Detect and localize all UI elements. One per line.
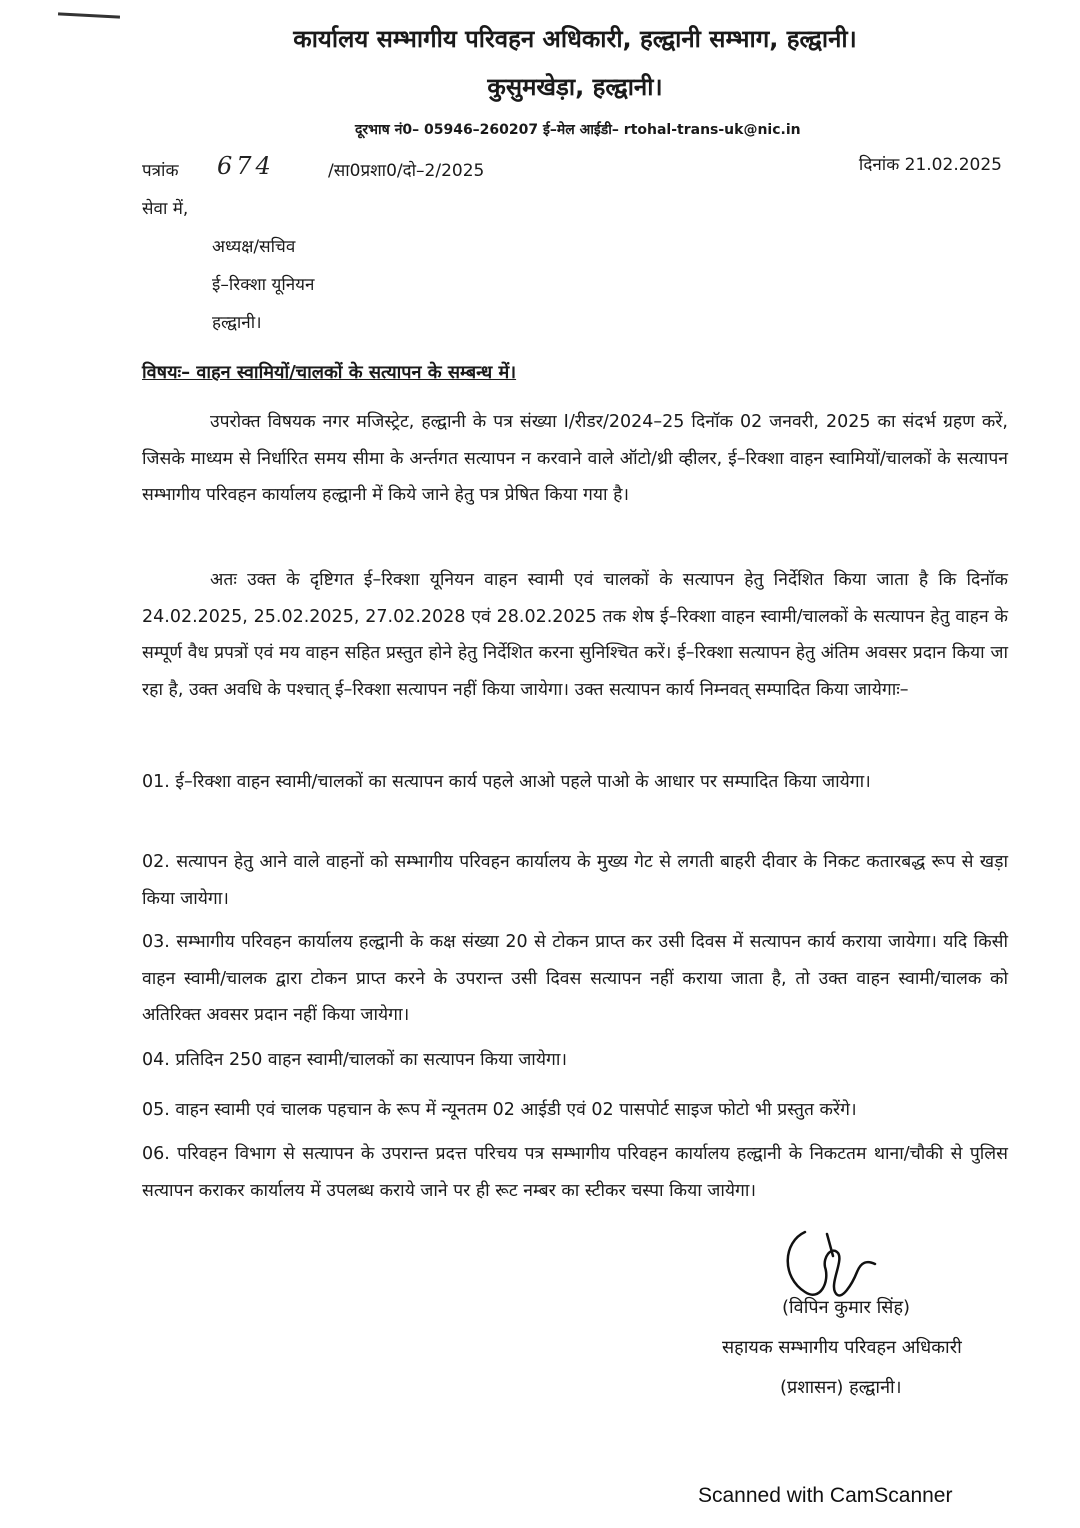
reference-number-handwritten: 674 [217,152,275,180]
letter-date: दिनांक 21.02.2025 [858,155,1002,175]
instruction-item: 04. प्रतिदिन 250 वाहन स्वामी/चालकों का सत्यापन किया जायेगा। [142,1050,568,1070]
camscanner-watermark: Scanned with CamScanner [698,1484,953,1507]
signatory-designation: सहायक सम्भागीय परिवहन अधिकारी [722,1337,962,1358]
subject-line: विषयः– वाहन स्वामियों/चालकों के सत्यापन के सम्बन्ध में। [142,362,517,383]
recipient-line: ई–रिक्शा यूनियन [212,275,315,295]
office-header: कार्यालय सम्भागीय परिवहन अधिकारी, हल्द्वानी सम्भाग, हल्द्वानी। [293,25,857,53]
reference-row [142,152,1002,186]
instruction-item: 02. सत्यापन हेतु आने वाले वाहनों को सम्भागीय परिवहन कार्यालय के मुख्य गेट से लगती बाहरी दीवार के निकट कतारबद्ध रूप से खड़ा किया जायेगा। [142,852,1008,909]
signatory-name: (विपिन कुमार सिंह) [782,1297,911,1318]
reference-code: /सा0प्रशा0/दो–2/2025 [328,161,485,181]
scan-mark [58,12,120,18]
instruction-item: 03. सम्भागीय परिवहन कार्यालय हल्द्वानी के कक्ष संख्या 20 से टोकन प्राप्त कर उसी दिवस में सत्यापन कार्य कराया जायेगा। यदि किसी वाहन स्वामी/चालक द्वारा टोकन प्राप्त करने के उपरान्त उसी दिवस सत्यापन नहीं कराया जाता है, तो उक्त वाहन स्वामी/चालक को अतिरिक्त अवसर प्रदान नहीं किया जायेगा। [142,932,1008,1025]
contact-line: दूरभाष नं0– 05946–260207 ई–मेल आईडी– rtohal-trans-uk@nic.in [355,122,801,138]
body-paragraph-2: अतः उक्त के दृष्टिगत ई–रिक्शा यूनियन वाहन स्वामी एवं चालकों के सत्यापन हेतु निर्देशित किया जाता है कि दिनॉक 24.02.2025, 25.02.2025, 27.02.2028 एवं 28.02.2025 तक शेष ई–रिक्शा वाहन स्वामी/चालकों के सत्यापन हेतु वाहन के सम्पूर्ण वैध प्रपत्रों एवं मय वाहन सहित प्रस्तुत होने हेतु निर्देशित करना सुनिश्चित करें। ई–रिक्शा सत्यापन हेतु अंतिम अवसर प्रदान किया जा रहा है, उक्त अवधि के पश्चात् ई–रिक्शा सत्यापन नहीं किया जायेगा। उक्त सत्यापन कार्य निम्नवत् सम्पादित किया जायेगाः– [142,570,1008,700]
instruction-item: 01. ई–रिक्शा वाहन स्वामी/चालकों का सत्यापन कार्य पहले आओ पहले पाओ के आधार पर सम्पादित किया जायेगा। [142,772,871,792]
salutation: सेवा में, [142,199,189,219]
instruction-item: 05. वाहन स्वामी एवं चालक पहचान के रूप में न्यूनतम 02 आईडी एवं 02 पासपोर्ट साइज फोटो भी प्रस्तुत करेंगे। [142,1100,857,1120]
recipient-line: हल्द्वानी। [212,313,262,333]
office-location: कुसुमखेड़ा, हल्द्वानी। [487,73,663,101]
signatory-department: (प्रशासन) हल्द्वानी। [780,1377,902,1398]
instruction-item: 06. परिवहन विभाग से सत्यापन के उपरान्त प्रदत्त परिचय पत्र सम्भागीय परिवहन कार्यालय हल्द्वानी के निकटतम थाना/चौकी से पुलिस सत्यापन कराकर कार्यालय में उपलब्ध कराये जाने पर ही रूट नम्बर का स्टीकर चस्पा किया जायेगा। [142,1144,1008,1201]
recipient-line: अध्यक्ष/सचिव [212,237,296,257]
body-paragraph-1: उपरोक्त विषयक नगर मजिस्ट्रेट, हल्द्वानी के पत्र संख्या I/रीडर/2024–25 दिनॉक 02 जनवरी, 2025 का संदर्भ ग्रहण करें, जिसके माध्यम से निर्धारित समय सीमा के अर्न्तगत सत्यापन न करवाने वाले ऑटो/थ्री व्हीलर, ई–रिक्शा वाहन स्वामियों/चालकों के सत्यापन सम्भागीय परिवहन कार्यालय हल्द्वानी में किये जाने हेतु पत्र प्रेषित किया गया है। [142,412,1008,505]
reference-label: पत्रांक [142,161,179,181]
